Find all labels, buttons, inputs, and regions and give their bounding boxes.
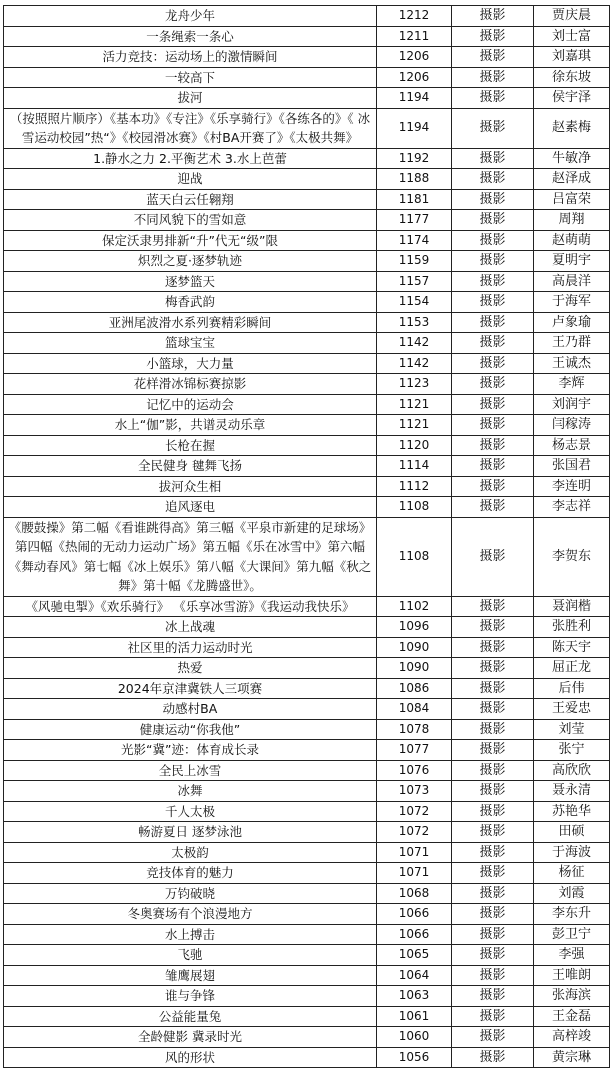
table-row	[4, 883, 610, 904]
cell-score: 1108	[377, 497, 452, 518]
cell-author: 彭卫宁	[534, 924, 610, 945]
cell-category: 摄影	[452, 1027, 534, 1048]
cell-author: 王诚杰	[534, 353, 610, 374]
cell-title: 蓝天白云任翱翔	[4, 189, 377, 210]
cell-author: 高梓竣	[534, 1027, 610, 1048]
cell-category: 摄影	[452, 394, 534, 415]
cell-author: 王爱忠	[534, 699, 610, 720]
cell-score: 1076	[377, 760, 452, 781]
cell-score: 1073	[377, 781, 452, 802]
table-row	[4, 678, 610, 699]
cell-author: 侯宇泽	[534, 88, 610, 109]
cell-score: 1114	[377, 456, 452, 477]
cell-title: 逐梦篮天	[4, 271, 377, 292]
cell-author: 田硕	[534, 822, 610, 843]
cell-category: 摄影	[452, 883, 534, 904]
cell-score: 1157	[377, 271, 452, 292]
cell-author: 李连明	[534, 476, 610, 497]
table-row	[4, 637, 610, 658]
table-row	[4, 148, 610, 169]
cell-score: 1112	[377, 476, 452, 497]
cell-author: 张胜利	[534, 617, 610, 638]
cell-title: 小篮球，大力量	[4, 353, 377, 374]
table-row	[4, 596, 610, 617]
cell-category: 摄影	[452, 476, 534, 497]
cell-score: 1192	[377, 148, 452, 169]
cell-score: 1090	[377, 658, 452, 679]
cell-category: 摄影	[452, 658, 534, 679]
cell-category: 摄影	[452, 6, 534, 27]
cell-category: 摄影	[452, 189, 534, 210]
cell-score: 1154	[377, 292, 452, 313]
cell-score: 1078	[377, 719, 452, 740]
cell-author: 赵泽成	[534, 169, 610, 190]
cell-author: 屈正龙	[534, 658, 610, 679]
cell-category: 摄影	[452, 986, 534, 1007]
cell-title: 竞技体育的魅力	[4, 863, 377, 884]
table-row	[4, 863, 610, 884]
cell-score: 1174	[377, 230, 452, 251]
cell-title: 活力竞技：运动场上的激情瞬间	[4, 47, 377, 68]
cell-score: 1071	[377, 863, 452, 884]
cell-score: 1064	[377, 965, 452, 986]
cell-score: 1194	[377, 108, 452, 148]
cell-title: 《风驰电掣》《欢乐骑行》 《乐享冰雪游》《我运动我快乐》	[4, 596, 377, 617]
cell-author: 李贺东	[534, 517, 610, 596]
cell-score: 1072	[377, 801, 452, 822]
cell-author: 夏明宇	[534, 251, 610, 272]
cell-author: 刘莹	[534, 719, 610, 740]
cell-author: 周翔	[534, 210, 610, 231]
cell-category: 摄影	[452, 333, 534, 354]
table-row	[4, 456, 610, 477]
cell-category: 摄影	[452, 596, 534, 617]
cell-category: 摄影	[452, 719, 534, 740]
cell-category: 摄影	[452, 456, 534, 477]
cell-category: 摄影	[452, 517, 534, 596]
cell-author: 后伟	[534, 678, 610, 699]
cell-category: 摄影	[452, 497, 534, 518]
cell-title: 迎战	[4, 169, 377, 190]
cell-category: 摄影	[452, 801, 534, 822]
cell-score: 1071	[377, 842, 452, 863]
cell-title: 社区里的活力运动时光	[4, 637, 377, 658]
table-row	[4, 781, 610, 802]
cell-title: 全龄健影 冀录时光	[4, 1027, 377, 1048]
cell-author: 赵萌萌	[534, 230, 610, 251]
cell-score: 1188	[377, 169, 452, 190]
cell-score: 1206	[377, 67, 452, 88]
cell-score: 1153	[377, 312, 452, 333]
cell-category: 摄影	[452, 842, 534, 863]
cell-score: 1090	[377, 637, 452, 658]
cell-score: 1060	[377, 1027, 452, 1048]
cell-author: 卢象瑜	[534, 312, 610, 333]
cell-score: 1206	[377, 47, 452, 68]
cell-score: 1068	[377, 883, 452, 904]
cell-title: 保定沃隶男排新“升”代无“级”限	[4, 230, 377, 251]
table-row	[4, 108, 610, 148]
cell-category: 摄影	[452, 924, 534, 945]
cell-category: 摄影	[452, 415, 534, 436]
cell-score: 1077	[377, 740, 452, 761]
cell-score: 1142	[377, 353, 452, 374]
cell-score: 1212	[377, 6, 452, 27]
cell-author: 高欣欣	[534, 760, 610, 781]
cell-score: 1211	[377, 26, 452, 47]
table-row	[4, 26, 610, 47]
cell-author: 于海波	[534, 842, 610, 863]
cell-author: 王唯朗	[534, 965, 610, 986]
cell-category: 摄影	[452, 67, 534, 88]
table-row	[4, 1006, 610, 1027]
cell-category: 摄影	[452, 47, 534, 68]
table-row	[4, 292, 610, 313]
cell-category: 摄影	[452, 312, 534, 333]
table-row	[4, 924, 610, 945]
table-row	[4, 1047, 610, 1068]
cell-author: 贾庆晨	[534, 6, 610, 27]
table-row	[4, 822, 610, 843]
cell-title: 亚洲尾波滑水系列赛精彩瞬间	[4, 312, 377, 333]
cell-author: 聂永清	[534, 781, 610, 802]
cell-author: 刘士富	[534, 26, 610, 47]
cell-author: 刘霞	[534, 883, 610, 904]
cell-category: 摄影	[452, 26, 534, 47]
cell-score: 1056	[377, 1047, 452, 1068]
cell-author: 聂润楷	[534, 596, 610, 617]
table-row	[4, 374, 610, 395]
table-row	[4, 719, 610, 740]
cell-category: 摄影	[452, 353, 534, 374]
cell-author: 牛敏净	[534, 148, 610, 169]
cell-author: 刘嘉琪	[534, 47, 610, 68]
cell-title: 不同风貌下的雪如意	[4, 210, 377, 231]
cell-title: 光影“冀”迹：体育成长录	[4, 740, 377, 761]
cell-score: 1142	[377, 333, 452, 354]
cell-title: 篮球宝宝	[4, 333, 377, 354]
cell-score: 1086	[377, 678, 452, 699]
cell-category: 摄影	[452, 148, 534, 169]
cell-category: 摄影	[452, 740, 534, 761]
table-row	[4, 312, 610, 333]
table-row	[4, 699, 610, 720]
table-row	[4, 415, 610, 436]
table-row	[4, 842, 610, 863]
cell-title: 全民健身 毽舞飞扬	[4, 456, 377, 477]
table-row	[4, 617, 610, 638]
cell-category: 摄影	[452, 1047, 534, 1068]
cell-author: 李强	[534, 945, 610, 966]
cell-author: 张海滨	[534, 986, 610, 1007]
cell-author: 闫稼涛	[534, 415, 610, 436]
cell-title: 长枪在握	[4, 435, 377, 456]
cell-title: （按照照片顺序）《基本功》《专注》《乐享骑行》《各练各的》《 冰雪运动校园”热“》《校园滑冰赛》《村BA开赛了》《太极共舞》	[4, 108, 377, 148]
cell-category: 摄影	[452, 760, 534, 781]
cell-category: 摄影	[452, 271, 534, 292]
cell-author: 苏艳华	[534, 801, 610, 822]
cell-score: 1084	[377, 699, 452, 720]
cell-author: 徐东坡	[534, 67, 610, 88]
cell-title: 冬奥赛场有个浪漫地方	[4, 904, 377, 925]
cell-title: 一条绳索一条心	[4, 26, 377, 47]
table-row	[4, 904, 610, 925]
cell-score: 1072	[377, 822, 452, 843]
cell-title: 千人太极	[4, 801, 377, 822]
cell-author: 高晨洋	[534, 271, 610, 292]
cell-title: 记忆中的运动会	[4, 394, 377, 415]
cell-title: 2024年京津冀铁人三项赛	[4, 678, 377, 699]
cell-title: 动感村BA	[4, 699, 377, 720]
cell-category: 摄影	[452, 678, 534, 699]
cell-title: 健康运动“你我他”	[4, 719, 377, 740]
cell-score: 1121	[377, 415, 452, 436]
cell-author: 张宁	[534, 740, 610, 761]
table-row	[4, 251, 610, 272]
cell-score: 1096	[377, 617, 452, 638]
cell-author: 杨志景	[534, 435, 610, 456]
cell-score: 1123	[377, 374, 452, 395]
cell-title: 热爱	[4, 658, 377, 679]
table-row	[4, 435, 610, 456]
cell-author: 于海军	[534, 292, 610, 313]
cell-category: 摄影	[452, 822, 534, 843]
cell-category: 摄影	[452, 210, 534, 231]
table-row	[4, 189, 610, 210]
cell-category: 摄影	[452, 251, 534, 272]
cell-title: 梅香武韵	[4, 292, 377, 313]
table-row	[4, 476, 610, 497]
cell-title: 冰舞	[4, 781, 377, 802]
table-row	[4, 353, 610, 374]
cell-title: 1.静水之力 2.平衡艺术 3.水上芭蕾	[4, 148, 377, 169]
table-row	[4, 394, 610, 415]
cell-author: 陈天宇	[534, 637, 610, 658]
table-row	[4, 6, 610, 27]
table-row	[4, 658, 610, 679]
cell-title: 拔河众生相	[4, 476, 377, 497]
cell-category: 摄影	[452, 637, 534, 658]
cell-title: 水上“伽”影，共谱灵动乐章	[4, 415, 377, 436]
table-row	[4, 230, 610, 251]
results-table-body	[4, 6, 610, 1068]
cell-category: 摄影	[452, 699, 534, 720]
cell-title: 公益能量兔	[4, 1006, 377, 1027]
cell-category: 摄影	[452, 781, 534, 802]
cell-title: 《腰鼓操》第二幅《看谁跳得高》第三幅《平泉市新建的足球场》第四幅《热闹的无动力运动广场》第五幅《乐在冰雪中》第六幅《舞动春风》第七幅《冰上娱乐》第八幅《大课间》第九幅《秋之舞》第十幅《龙腾盛世》。	[4, 517, 377, 596]
cell-title: 畅游夏日 逐梦泳池	[4, 822, 377, 843]
cell-category: 摄影	[452, 88, 534, 109]
cell-category: 摄影	[452, 965, 534, 986]
cell-category: 摄影	[452, 617, 534, 638]
cell-score: 1065	[377, 945, 452, 966]
cell-title: 太极韵	[4, 842, 377, 863]
table-row	[4, 210, 610, 231]
cell-author: 王乃群	[534, 333, 610, 354]
cell-title: 水上搏击	[4, 924, 377, 945]
results-table	[3, 5, 610, 1068]
table-row	[4, 986, 610, 1007]
table-row	[4, 333, 610, 354]
table-row	[4, 497, 610, 518]
cell-author: 李辉	[534, 374, 610, 395]
table-row	[4, 945, 610, 966]
table-row	[4, 517, 610, 596]
cell-score: 1120	[377, 435, 452, 456]
cell-title: 雏鹰展翅	[4, 965, 377, 986]
table-row	[4, 169, 610, 190]
cell-author: 刘润宇	[534, 394, 610, 415]
cell-category: 摄影	[452, 108, 534, 148]
table-row	[4, 740, 610, 761]
table-row	[4, 801, 610, 822]
cell-category: 摄影	[452, 169, 534, 190]
cell-title: 风的形状	[4, 1047, 377, 1068]
table-row	[4, 88, 610, 109]
cell-title: 炽烈之夏·逐梦轨迹	[4, 251, 377, 272]
cell-score: 1194	[377, 88, 452, 109]
cell-author: 张国君	[534, 456, 610, 477]
table-row	[4, 47, 610, 68]
cell-category: 摄影	[452, 1006, 534, 1027]
cell-title: 拔河	[4, 88, 377, 109]
cell-title: 一较高下	[4, 67, 377, 88]
cell-author: 杨征	[534, 863, 610, 884]
cell-title: 飞驰	[4, 945, 377, 966]
cell-category: 摄影	[452, 374, 534, 395]
cell-score: 1121	[377, 394, 452, 415]
cell-author: 李东升	[534, 904, 610, 925]
cell-score: 1061	[377, 1006, 452, 1027]
cell-title: 龙舟少年	[4, 6, 377, 27]
cell-author: 吕富荣	[534, 189, 610, 210]
table-row	[4, 760, 610, 781]
cell-category: 摄影	[452, 230, 534, 251]
cell-author: 黄宗琳	[534, 1047, 610, 1068]
table-row	[4, 965, 610, 986]
table-row	[4, 1027, 610, 1048]
cell-category: 摄影	[452, 945, 534, 966]
cell-category: 摄影	[452, 292, 534, 313]
cell-category: 摄影	[452, 904, 534, 925]
cell-score: 1181	[377, 189, 452, 210]
cell-title: 谁与争锋	[4, 986, 377, 1007]
cell-title: 花样滑冰锦标赛掠影	[4, 374, 377, 395]
cell-score: 1063	[377, 986, 452, 1007]
cell-title: 全民上冰雪	[4, 760, 377, 781]
cell-author: 赵素梅	[534, 108, 610, 148]
cell-score: 1066	[377, 924, 452, 945]
cell-score: 1102	[377, 596, 452, 617]
cell-score: 1177	[377, 210, 452, 231]
cell-score: 1066	[377, 904, 452, 925]
table-row	[4, 67, 610, 88]
cell-title: 追风逐电	[4, 497, 377, 518]
cell-category: 摄影	[452, 435, 534, 456]
cell-category: 摄影	[452, 863, 534, 884]
cell-title: 冰上战魂	[4, 617, 377, 638]
cell-score: 1108	[377, 517, 452, 596]
cell-title: 万钧破晓	[4, 883, 377, 904]
table-row	[4, 271, 610, 292]
cell-author: 李志祥	[534, 497, 610, 518]
cell-author: 王金磊	[534, 1006, 610, 1027]
cell-score: 1159	[377, 251, 452, 272]
